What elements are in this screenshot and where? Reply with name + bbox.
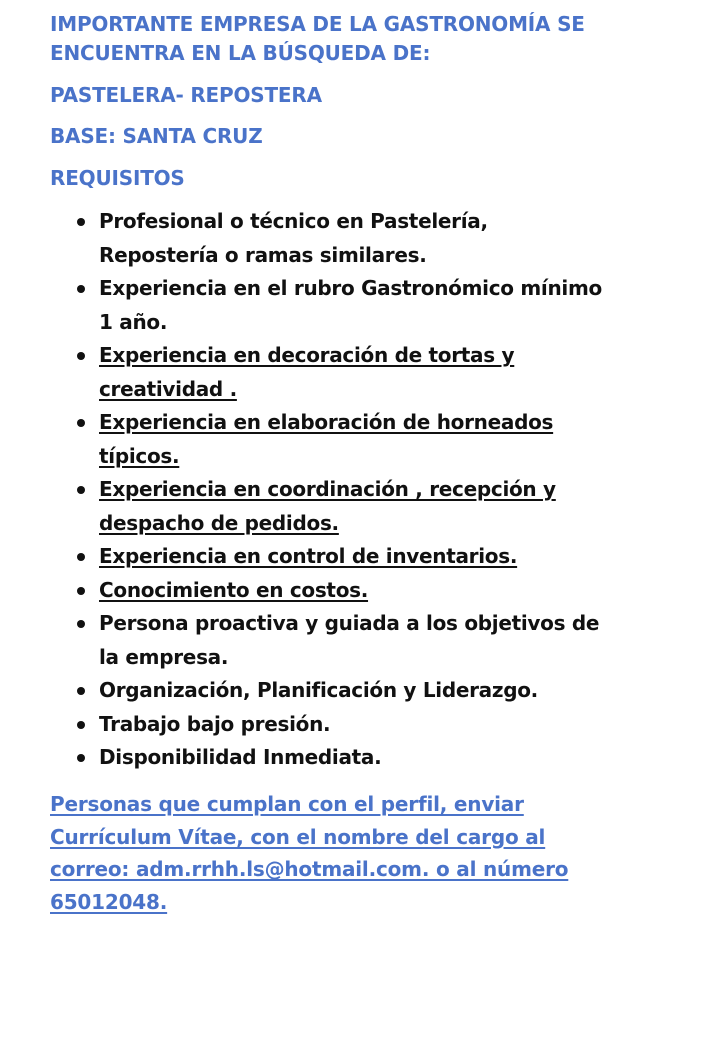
requirement-text (99, 410, 553, 468)
bullet-icon (77, 486, 85, 494)
requirement-text (99, 209, 488, 267)
title-line-1: IMPORTANTE EMPRESA DE LA GASTRONOMÍA SE (50, 12, 585, 36)
bullet-icon (77, 352, 85, 360)
requirement-item (99, 674, 679, 708)
position-heading: PASTELERA- REPOSTERA (50, 83, 322, 107)
requirement-text (99, 678, 538, 702)
requirement-item (99, 205, 679, 272)
contact-line-2: Currículum Vítae, con el nombre del cargo al (50, 824, 546, 849)
requirement-line-1: Experiencia en coordinación , recepción y (99, 477, 556, 501)
contact-line-3: correo: adm.rrhh.ls@hotmail.com. o al número (50, 857, 569, 881)
requirement-line-1: Experiencia en decoración de tortas y (99, 343, 515, 367)
requirement-line-1: Experiencia en control de inventarios. (99, 544, 518, 568)
requirement-text (99, 745, 381, 769)
bullet-icon (77, 553, 85, 561)
requirement-item (99, 708, 679, 742)
bullet-icon (77, 419, 85, 427)
requirement-line-1: Persona proactiva y guiada a los objetivos de (99, 611, 600, 635)
requirement-text (99, 578, 368, 602)
requirement-text (99, 477, 556, 535)
requirement-text (99, 544, 517, 568)
requirement-line-2: creatividad . (99, 376, 237, 401)
requirement-text (99, 611, 599, 669)
requirement-line-2: despacho de pedidos. (99, 510, 339, 535)
requirement-line-2: la empresa. (99, 644, 229, 669)
title-line-2: ENCUENTRA EN LA BÚSQUEDA DE: (50, 41, 431, 65)
contact-instructions (50, 788, 650, 918)
requirement-text (99, 712, 330, 736)
requirement-line-1: Profesional o técnico en Pastelería, (99, 209, 488, 233)
bullet-icon (77, 754, 85, 762)
requirement-item (99, 741, 679, 775)
requirement-item (99, 607, 679, 674)
bullet-icon (77, 587, 85, 595)
requirement-item (99, 272, 679, 339)
bullet-icon (77, 285, 85, 293)
requirement-line-1: Organización, Planificación y Liderazgo. (99, 678, 538, 702)
requirement-line-1: Experiencia en elaboración de horneados (99, 410, 554, 434)
requirement-item (99, 339, 679, 406)
requirement-text (99, 276, 602, 334)
requirements-list (99, 205, 679, 775)
requirement-item (99, 540, 679, 574)
bullet-icon (77, 721, 85, 729)
requirements-heading: REQUISITOS (50, 166, 185, 190)
base-heading: BASE: SANTA CRUZ (50, 124, 263, 148)
requirement-line-1: Disponibilidad Inmediata. (99, 745, 382, 769)
requirement-line-1: Conocimiento en costos. (99, 577, 369, 602)
bullet-icon (77, 620, 85, 628)
bullet-icon (77, 218, 85, 226)
requirement-item (99, 406, 679, 473)
requirement-line-2: 1 año. (99, 309, 168, 334)
requirement-item (99, 473, 679, 540)
page-title (50, 10, 690, 68)
requirement-line-2: típicos. (99, 443, 180, 468)
bullet-icon (77, 687, 85, 695)
requirement-line-2: Repostería o ramas similares. (99, 242, 427, 267)
requirement-text (99, 343, 514, 401)
contact-line-1: Personas que cumplan con el perfil, enviar (50, 792, 524, 816)
requirement-item (99, 574, 679, 608)
requirement-line-1: Trabajo bajo presión. (99, 711, 331, 736)
contact-line-4: 65012048. (50, 889, 168, 914)
requirement-line-1: Experiencia en el rubro Gastronómico mínimo (99, 276, 602, 300)
